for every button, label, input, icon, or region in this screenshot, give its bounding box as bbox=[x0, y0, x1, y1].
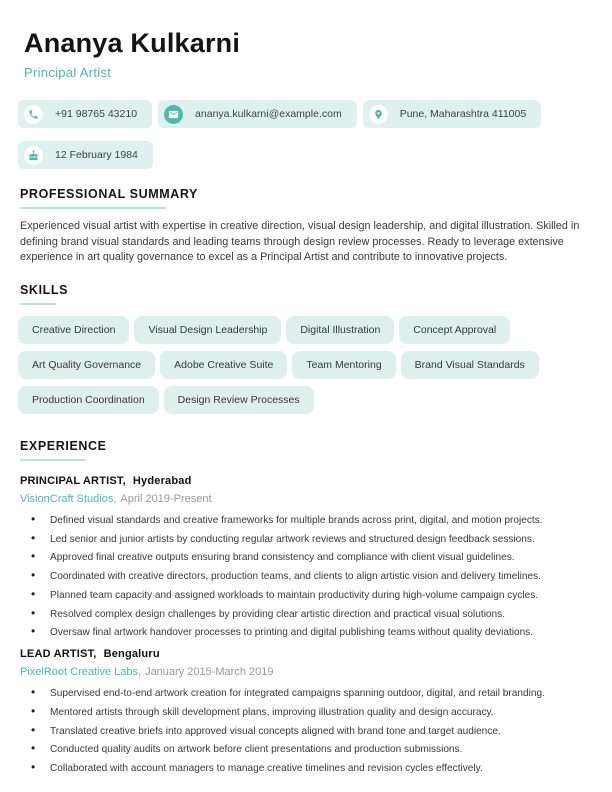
job-bullet: • Coordinated with creative directors, production teams, and clients to align artistic vision and delivery timelines. bbox=[0, 571, 612, 583]
skill-chip: Concept Approval bbox=[399, 316, 510, 344]
job-bullet: • Translated creative briefs into approved visual concepts aligned with brand tone and target audience. bbox=[0, 726, 612, 738]
job-location: Bengaluru bbox=[103, 648, 160, 661]
contact-text-birthday: 12 February 1984 bbox=[55, 149, 138, 161]
job-bullet: • Collaborated with account managers to manage creative timelines and revision cycles effectively. bbox=[0, 763, 612, 775]
contact-chips bbox=[18, 100, 578, 169]
skill-chip: Art Quality Governance bbox=[18, 351, 155, 379]
person-name: Ananya Kulkarni bbox=[24, 28, 241, 58]
skill-chip: Design Review Processes bbox=[164, 386, 314, 414]
heading-underline bbox=[20, 303, 56, 305]
skill-chip: Adobe Creative Suite bbox=[160, 351, 287, 379]
job-title-row bbox=[20, 474, 592, 488]
job-bullet: • Planned team capacity and assigned workloads to maintain productivity during high-volume campaign cycles. bbox=[0, 590, 612, 602]
location-icon bbox=[369, 105, 388, 124]
contact-chip-email bbox=[158, 100, 357, 128]
job-dates: April 2019-Present bbox=[120, 492, 212, 505]
job-bullet-list bbox=[0, 688, 612, 775]
job-bullet: • Supervised end-to-end artwork creation for integrated campaigns spanning outdoor, digital, and retail branding. bbox=[0, 688, 612, 700]
section-heading-skills: SKILLS bbox=[20, 282, 69, 297]
company-name: VisionCraft Studios, bbox=[20, 492, 117, 505]
heading-underline bbox=[20, 207, 167, 209]
email-icon bbox=[164, 105, 183, 124]
job-company-row bbox=[20, 492, 592, 506]
job-company-row bbox=[20, 665, 592, 679]
contact-text-email: ananya.kulkarni@example.com bbox=[195, 108, 342, 120]
job-role: LEAD ARTIST, bbox=[20, 648, 97, 661]
contact-text-location: Pune, Maharashtra 411005 bbox=[399, 108, 527, 120]
skill-chip: Digital Illustration bbox=[286, 316, 394, 344]
job-bullet: • Conducted quality audits on artwork before client presentations and production submissions. bbox=[0, 744, 612, 756]
job-title-row bbox=[20, 647, 592, 661]
birthday-icon bbox=[24, 146, 43, 165]
section-heading-experience: EXPERIENCE bbox=[20, 438, 107, 453]
job-bullet: • Mentored artists through skill development plans, improving illustration quality and design accuracy. bbox=[0, 707, 612, 719]
contact-chip-location bbox=[363, 100, 541, 128]
job-location: Hyderabad bbox=[132, 474, 192, 487]
skill-chip: Production Coordination bbox=[18, 386, 159, 414]
job-role: PRINCIPAL ARTIST, bbox=[20, 474, 126, 487]
skill-chip: Visual Design Leadership bbox=[134, 316, 281, 344]
contact-chip-phone bbox=[18, 100, 152, 128]
heading-underline bbox=[20, 459, 86, 461]
skills-chip-list bbox=[18, 316, 598, 414]
contact-chip-birthday bbox=[18, 141, 153, 169]
job-bullet-list bbox=[0, 515, 612, 639]
person-title: Principal Artist bbox=[24, 65, 112, 80]
phone-icon bbox=[24, 105, 43, 124]
skill-chip: Creative Direction bbox=[18, 316, 129, 344]
summary-paragraph: Experienced visual artist with expertise in creative direction, visual design leadership, and digital illustration. Skilled in defining brand visual standards and leading teams through design review processes. Ready to leverage extensive experience in art quality governance to excel as a Principal Artist and contribute to innovative projects. bbox=[20, 220, 580, 264]
job-bullet: • Oversaw final artwork handover processes to printing and digital publishing teams without quality deviations. bbox=[0, 627, 612, 639]
skill-chip: Brand Visual Standards bbox=[401, 351, 539, 379]
job-dates: January 2015-March 2019 bbox=[145, 666, 274, 679]
job-bullet: • Led senior and junior artists by conducting regular artwork reviews and structured design feedback sessions. bbox=[0, 534, 612, 546]
job-bullet: • Defined visual standards and creative frameworks for multiple brands across print, digital, and motion projects. bbox=[0, 515, 612, 527]
section-heading-summary: PROFESSIONAL SUMMARY bbox=[20, 187, 198, 201]
job-bullet: • Resolved complex design challenges by providing clear artistic direction and practical visual solutions. bbox=[0, 609, 612, 621]
company-name: PixelRoot Creative Labs, bbox=[20, 666, 142, 679]
skill-chip: Team Mentoring bbox=[292, 351, 395, 379]
contact-text-phone: +91 98765 43210 bbox=[55, 108, 138, 120]
job-bullet: • Approved final creative outputs ensuring brand consistency and compliance with client visual guidelines. bbox=[0, 552, 612, 564]
